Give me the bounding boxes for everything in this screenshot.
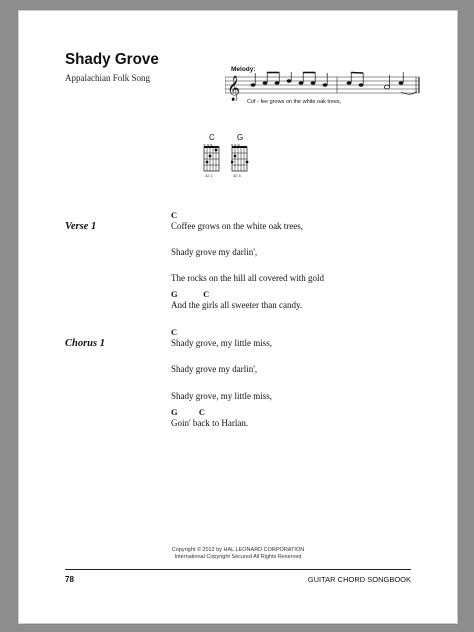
melody-label: Melody:	[231, 66, 256, 73]
melody-lyrics: Cof - fee grows on the white oak trees,	[247, 99, 342, 105]
chord-diagram-fingering: 32 1	[205, 173, 213, 178]
book-title: GUITAR CHORD SONGBOOK	[307, 575, 411, 584]
song-subtitle: Appalachian Folk Song	[65, 73, 150, 83]
section-label-verse-1: Verse 1	[65, 221, 97, 232]
lyric-line: Shady grove, my little miss,	[171, 338, 272, 348]
lyric-line: Shady grove my darlin',	[171, 247, 258, 257]
copyright-line: International Copyright Secured All Rights Reserved	[174, 554, 302, 560]
sheet-page	[18, 10, 458, 624]
chord-diagram-name: C	[209, 133, 215, 142]
chord-diagram-name: G	[237, 133, 244, 142]
svg-text:× o o: × o o	[203, 143, 213, 147]
lyric-line: The rocks on the hill all covered with gold	[171, 273, 324, 283]
lyric-line: And the girls all sweeter than candy.	[171, 300, 303, 310]
section-label-chorus-1: Chorus 1	[65, 338, 105, 349]
lyric-line: Shady grove, my little miss,	[171, 391, 272, 401]
lyric-line: Coffee grows on the white oak trees,	[171, 221, 304, 231]
chord-line: G C	[171, 407, 205, 417]
copyright-line: Copyright © 2012 by HAL LEONARD CORPORATION	[171, 547, 305, 553]
melody-staff	[225, 71, 421, 101]
chord-diagram-g	[227, 133, 255, 181]
chord-line: G C	[171, 289, 210, 299]
page-number: 78	[65, 575, 74, 584]
chord-line: C	[171, 327, 178, 337]
chord-diagram-fingering: 32 4	[233, 173, 241, 178]
fretboard-grid-icon	[231, 143, 251, 173]
copyright-notice	[19, 547, 457, 561]
chord-line: C	[171, 210, 178, 220]
treble-clef-icon: 𝄞	[227, 76, 241, 101]
song-title: Shady Grove	[65, 51, 159, 68]
fretboard-grid-icon	[203, 143, 223, 173]
lyric-line: Shady grove my darlin',	[171, 364, 258, 374]
svg-text:o o o: o o o	[231, 143, 240, 147]
chord-diagram-c	[199, 133, 227, 181]
footer-divider	[65, 569, 411, 570]
lyric-line: Goin' back to Harlan.	[171, 418, 249, 428]
